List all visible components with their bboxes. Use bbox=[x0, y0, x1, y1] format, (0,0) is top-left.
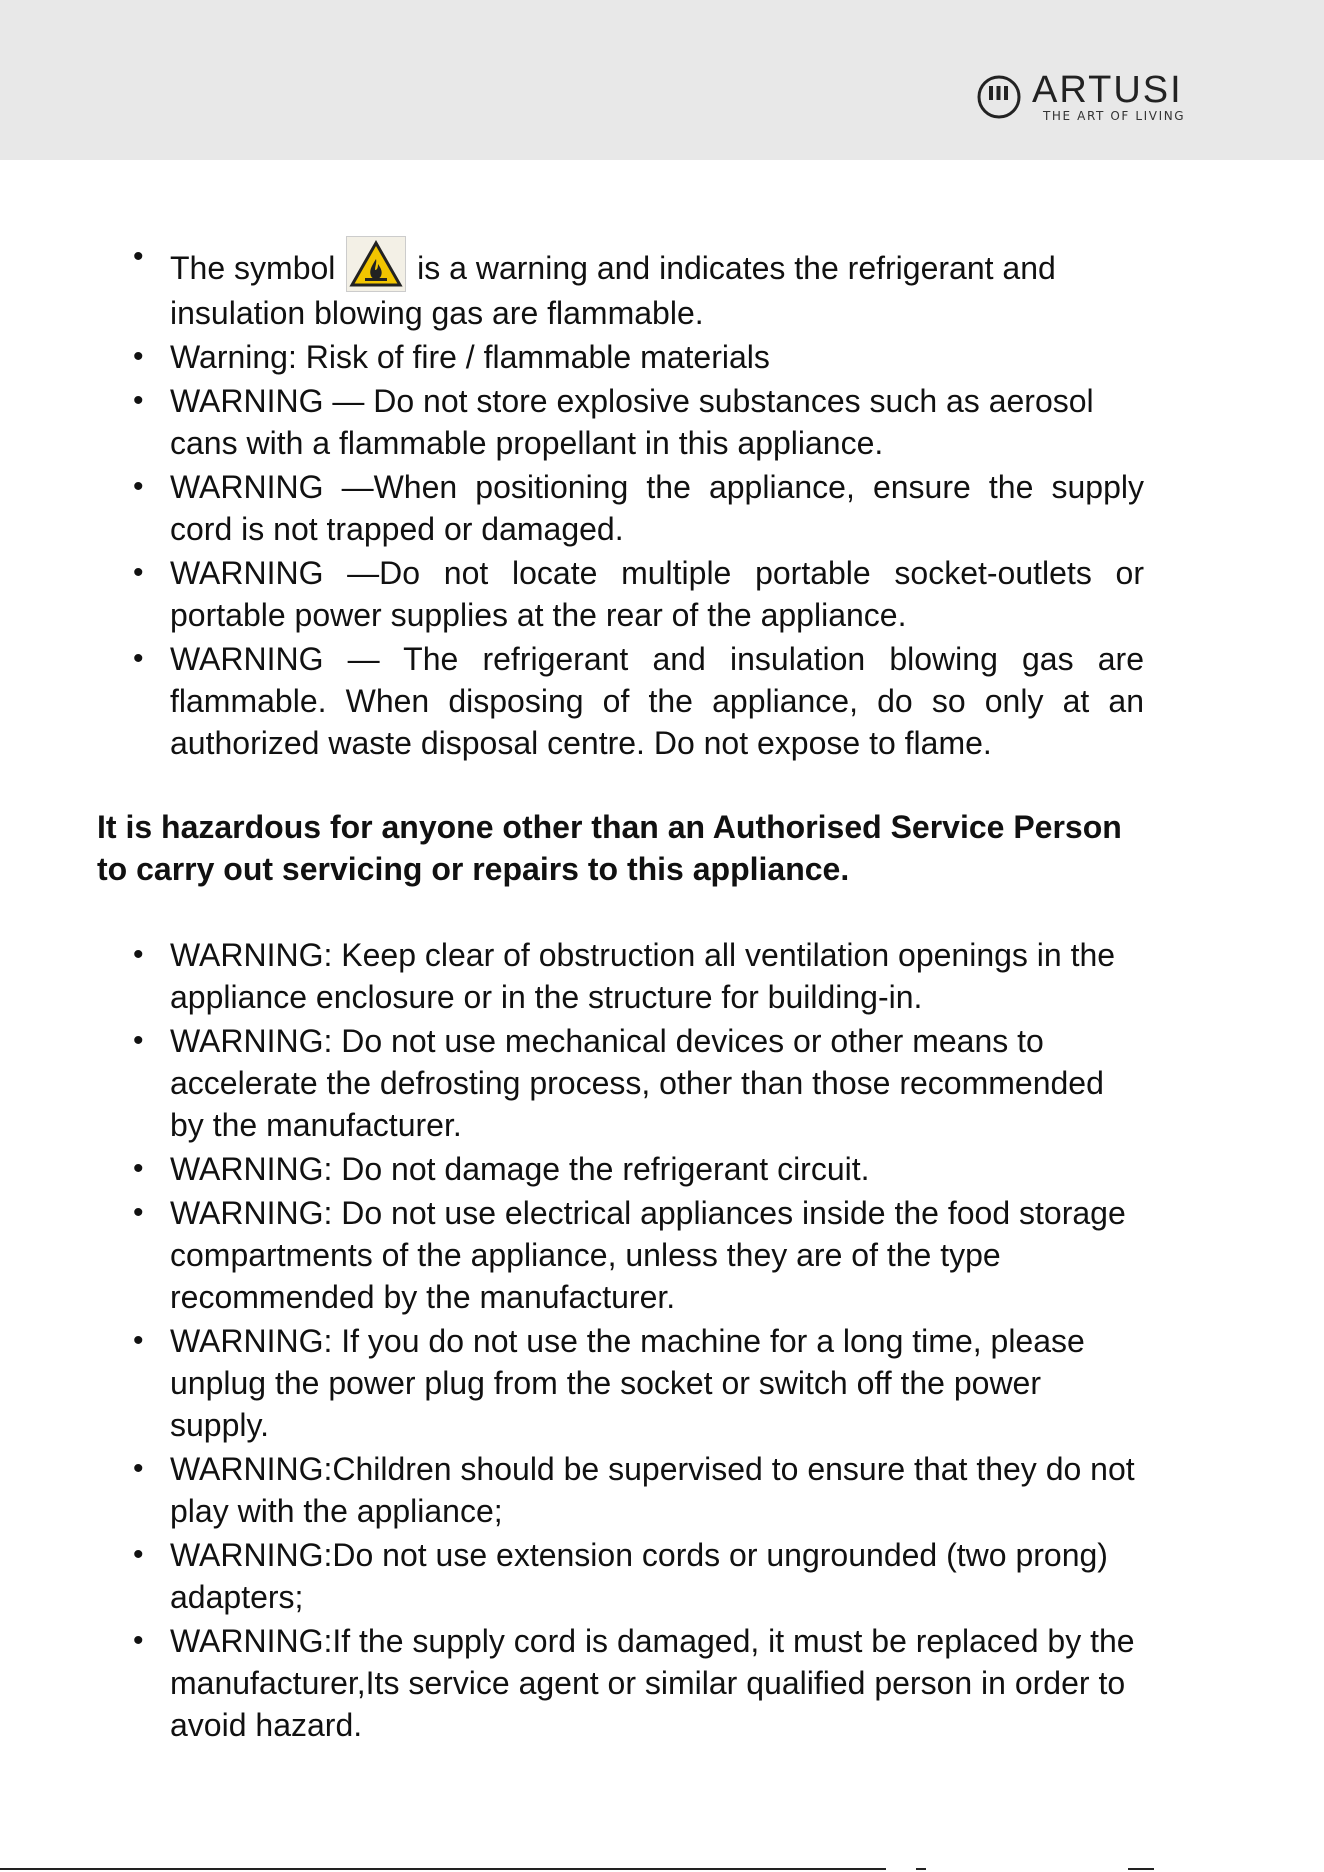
logo-wordmark: ARTUSI bbox=[1032, 69, 1183, 111]
list-item: • WARNING: Do not use mechanical devices or other means to accelerate the defrosting process, other than those recommended by the manufacturer. bbox=[97, 1020, 1144, 1146]
list-item: • Warning: Risk of fire / flammable materials bbox=[97, 336, 1144, 378]
footer-marks bbox=[880, 1864, 1180, 1872]
list-item: • WARNING — Do not store explosive substances such as aerosol cans with a flammable propellant in this appliance. bbox=[97, 380, 1144, 464]
list-item-text-after-icon: is a warning and indicates the refrigerant and insulation blowing gas are flammable. bbox=[170, 250, 1056, 331]
warning-list-1 bbox=[97, 236, 1147, 764]
list-item: • WARNING: Keep clear of obstruction all ventilation openings in the appliance enclosure or in the structure for building-in. bbox=[97, 934, 1144, 1018]
page-header bbox=[0, 0, 1324, 160]
warning-list-2 bbox=[97, 934, 1147, 1746]
list-item: • WARNING: Do not use electrical appliances inside the food storage compartments of the appliance, unless they are of the type recommended by the manufacturer. bbox=[97, 1192, 1144, 1318]
artusi-logo bbox=[976, 70, 1226, 126]
document-body bbox=[97, 236, 1147, 1748]
artusi-logo-mark-icon bbox=[976, 74, 1022, 120]
list-item bbox=[97, 236, 1144, 334]
list-item: • WARNING —When positioning the appliance, ensure the supply cord is not trapped or damaged. bbox=[97, 466, 1144, 550]
list-item-text-before-icon: The symbol bbox=[170, 250, 336, 286]
list-item: • WARNING — The refrigerant and insulation blowing gas are flammable. When disposing of the appliance, do so only at an authorized waste disposal centre. Do not expose to flame. bbox=[97, 638, 1144, 764]
footer-divider bbox=[0, 1868, 880, 1870]
flammable-warning-icon bbox=[346, 236, 406, 292]
list-item: • WARNING:Do not use extension cords or ungrounded (two prong) adapters; bbox=[97, 1534, 1144, 1618]
list-item: • WARNING: Do not damage the refrigerant circuit. bbox=[97, 1148, 1144, 1190]
list-item: • WARNING:If the supply cord is damaged, it must be replaced by the manufacturer,Its service agent or similar qualified person in order to avoid hazard. bbox=[97, 1620, 1144, 1746]
list-item: • WARNING: If you do not use the machine for a long time, please unplug the power plug from the socket or switch off the power supply. bbox=[97, 1320, 1144, 1446]
service-notice: It is hazardous for anyone other than an Authorised Service Person to carry out servicing or repairs to this appliance. bbox=[97, 809, 1122, 887]
logo-tagline: THE ART OF LIVING bbox=[1043, 109, 1186, 123]
list-item: • WARNING:Children should be supervised to ensure that they do not play with the appliance; bbox=[97, 1448, 1144, 1532]
list-item: • WARNING —Do not locate multiple portable socket-outlets or portable power supplies at the rear of the appliance. bbox=[97, 552, 1144, 636]
